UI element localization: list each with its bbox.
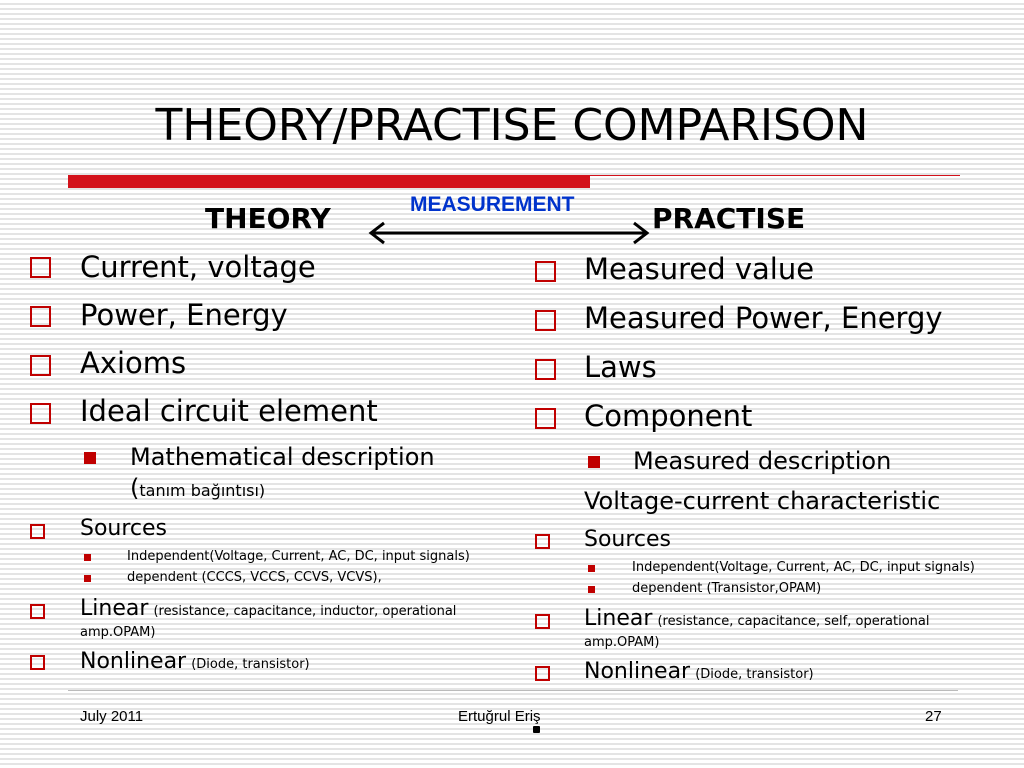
practise-nonlinear-line [584,659,814,684]
theory-sub-item: Mathematical description [130,443,435,471]
slide-title: THEORY/PRACTISE COMPARISON [155,100,869,151]
filled-square-bullet-icon [84,554,91,561]
hollow-square-bullet-icon [535,310,556,331]
footer-author: Ertuğrul Eriş [458,708,541,725]
footer-dot [533,726,540,733]
theory-sources: Sources [80,516,168,541]
practise-item-1: Measured value [584,252,815,286]
footer-page-number: 27 [925,708,942,725]
practise-linear-note: (resistance, capacitance, self, operational [657,614,930,629]
hollow-square-bullet-icon [30,257,51,278]
theory-linear-note: (resistance, capacitance, inductor, operational [153,604,457,619]
footer-date: July 2011 [80,708,144,725]
hollow-square-bullet-icon [535,359,556,380]
practise-extra-line: Voltage-current characteristic [584,487,941,515]
hollow-square-bullet-icon [30,604,45,619]
heading-theory: THEORY [205,202,331,235]
hollow-square-bullet-icon [535,666,550,681]
theory-linear-line [80,596,456,621]
practise-item-3: Laws [584,350,657,384]
theory-item-3: Axioms [80,346,187,380]
filled-square-bullet-icon [588,565,595,572]
hollow-square-bullet-icon [535,534,550,549]
theory-nonlinear-line [80,649,310,674]
hollow-square-bullet-icon [30,524,45,539]
theory-sub-item-cont [130,474,265,502]
theory-sources-sub-2: dependent (CCCS, VCCS, CCVS, VCVS), [127,570,382,585]
hollow-square-bullet-icon [30,355,51,376]
theory-item-4: Ideal circuit element [80,394,378,428]
hollow-square-bullet-icon [535,261,556,282]
filled-square-bullet-icon [588,586,595,593]
theory-sources-sub-1: Independent(Voltage, Current, AC, DC, input signals) [127,549,470,564]
hollow-square-bullet-icon [535,408,556,429]
hollow-square-bullet-icon [30,306,51,327]
hollow-square-bullet-icon [535,614,550,629]
theory-nonlinear-note: (Diode, transistor) [191,657,310,672]
theory-linear: Linear [80,596,149,621]
practise-linear-line [584,606,930,631]
title-rule-thin [590,175,960,176]
filled-square-bullet-icon [84,452,96,464]
theory-item-2: Power, Energy [80,298,288,332]
practise-sources-sub-2: dependent (Transistor,OPAM) [632,581,822,596]
filled-square-bullet-icon [588,456,600,468]
practise-linear-note-cont: amp.OPAM) [584,635,660,650]
practise-sub-item: Measured description [633,447,892,475]
hollow-square-bullet-icon [30,655,45,670]
footer-divider [68,690,958,691]
theory-nonlinear: Nonlinear [80,649,187,674]
theory-item-1: Current, voltage [80,250,316,284]
practise-sources: Sources [584,527,672,552]
practise-linear: Linear [584,606,653,631]
theory-sub-paren: ( [130,474,140,502]
practise-item-4: Component [584,399,753,433]
hollow-square-bullet-icon [30,403,51,424]
practise-item-2: Measured Power, Energy [584,301,943,335]
measurement-label: MEASUREMENT [410,193,575,216]
practise-nonlinear-note: (Diode, transistor) [695,667,814,682]
heading-practise: PRACTISE [652,202,806,235]
theory-sub-item-turkish: tanım bağıntısı) [139,481,266,500]
title-rule-red [68,175,590,188]
practise-nonlinear: Nonlinear [584,659,691,684]
filled-square-bullet-icon [84,575,91,582]
practise-sources-sub-1: Independent(Voltage, Current, AC, DC, input signals) [632,560,975,575]
theory-linear-note-cont: amp.OPAM) [80,625,156,640]
double-arrow-icon [366,220,652,246]
